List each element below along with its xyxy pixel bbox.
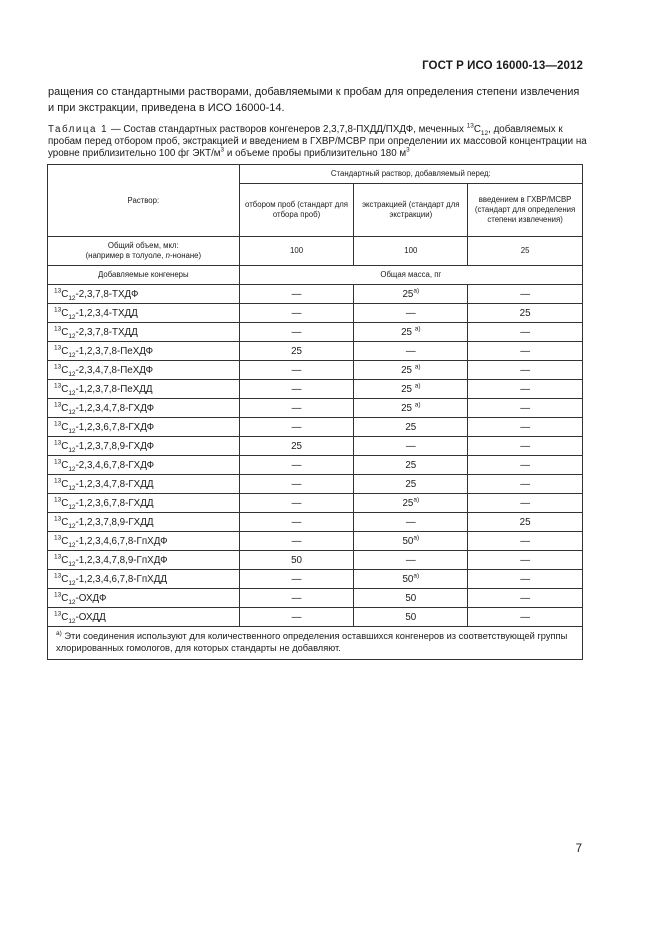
mass-extraction: 25 [401, 383, 415, 395]
congener-name [48, 304, 240, 323]
volume-extraction: 100 [354, 237, 468, 266]
footnote-ref: а) [414, 363, 421, 371]
table-row [48, 608, 583, 627]
isotope-sub: 12 [68, 408, 76, 416]
isotope-sup: 13 [54, 591, 62, 599]
table-row [48, 494, 583, 513]
mass-sampling: 25 [239, 342, 354, 361]
congener-label: -ОХДФ [75, 592, 107, 604]
isotope-element: C [61, 459, 69, 471]
volume-label-line2c: -нонане) [169, 251, 202, 260]
congener-label: -1,2,3,7,8,9-ГХДФ [75, 440, 155, 452]
table-row [48, 437, 583, 456]
congener-label: -1,2,3,4,7,8,9-ГпХДФ [75, 554, 168, 566]
isotope-element: C [61, 307, 69, 319]
solution-header: Раствор: [48, 165, 240, 237]
volume-injection: 25 [468, 237, 583, 266]
congener-name [48, 380, 240, 399]
isotope-element: C [61, 364, 69, 376]
congeners-label: Добавляемые конгенеры [48, 266, 240, 285]
mass-injection: — [468, 437, 583, 456]
table-row [48, 513, 583, 532]
mass-sampling: 50 [239, 551, 354, 570]
mass-sampling: — [239, 532, 354, 551]
mass-injection: — [468, 399, 583, 418]
mass-extraction: 50 [405, 611, 417, 623]
table-footnote [48, 627, 583, 660]
mass-sampling: — [239, 304, 354, 323]
footnote-row [48, 627, 583, 660]
intro-paragraph: ращения со стандартными растворами, добавляемыми к пробам для определения степени извлечения и при экстракции, приведена в ИСО 16000-14. [48, 86, 580, 114]
isotope-sub: 12 [68, 351, 76, 359]
congener-label: -1,2,3,4,6,7,8-ГпХДФ [75, 535, 168, 547]
footnote-ref: а) [413, 496, 420, 504]
table-row [48, 589, 583, 608]
mass-extraction-cell [354, 608, 468, 627]
mass-extraction: 25 [401, 402, 415, 414]
mass-injection: — [468, 380, 583, 399]
isotope-sub: 12 [68, 579, 76, 587]
congener-label: -1,2,3,4,7,8-ГХДД [75, 478, 154, 490]
caption-isotope-element: C [473, 124, 481, 135]
congener-label: -2,3,7,8-ТХДД [75, 326, 138, 338]
caption-exponent-1: 3 [220, 146, 225, 154]
volume-label-line2a: (например в толуоле, [85, 251, 166, 260]
isotope-sub: 12 [68, 617, 76, 625]
mass-extraction-cell [354, 342, 468, 361]
congener-name [48, 437, 240, 456]
congener-label: -1,2,3,7,8-ПеХДФ [75, 345, 154, 357]
isotope-sub: 12 [68, 503, 76, 511]
isotope-sub: 12 [68, 446, 76, 454]
mass-extraction-cell [354, 437, 468, 456]
congener-name [48, 418, 240, 437]
caption-isotope-sup: 13 [466, 122, 474, 130]
table-row [48, 304, 583, 323]
isotope-sub: 12 [68, 427, 76, 435]
isotope-sup: 13 [54, 610, 62, 618]
footnote-ref: а) [413, 572, 420, 580]
isotope-element: C [61, 421, 69, 433]
isotope-element: C [61, 288, 69, 300]
isotope-element: C [61, 497, 69, 509]
mass-extraction: 50 [402, 535, 414, 547]
table-row [48, 570, 583, 589]
congener-label: -2,3,4,7,8-ПеХДФ [75, 364, 154, 376]
mass-extraction: 25 [402, 288, 414, 300]
mass-extraction: — [405, 516, 416, 528]
congener-label: -1,2,3,7,8-ПеХДД [75, 383, 153, 395]
isotope-sup: 13 [54, 477, 62, 485]
mass-sampling: — [239, 361, 354, 380]
mass-extraction-cell [354, 285, 468, 304]
mass-extraction-cell [354, 418, 468, 437]
caption-text-1: — Состав стандартных растворов конгенеров 2,3,7,8-ПХДД/ПХДФ, меченных [108, 124, 467, 135]
mass-extraction-cell [354, 570, 468, 589]
isotope-element: C [61, 383, 69, 395]
congener-label: -1,2,3,4,7,8-ГХДФ [75, 402, 155, 414]
mass-injection: — [468, 494, 583, 513]
isotope-sup: 13 [54, 572, 62, 580]
footnote-ref: а) [413, 534, 420, 542]
mass-injection: — [468, 342, 583, 361]
isotope-sup: 13 [54, 515, 62, 523]
isotope-sup: 13 [54, 439, 62, 447]
isotope-element: C [61, 516, 69, 528]
isotope-sub: 12 [68, 598, 76, 606]
table-row [48, 380, 583, 399]
isotope-sup: 13 [54, 553, 62, 561]
table-row [48, 399, 583, 418]
congener-label: -1,2,3,7,8,9-ГХДД [75, 516, 154, 528]
mass-extraction-cell [354, 399, 468, 418]
isotope-sup: 13 [54, 325, 62, 333]
isotope-sup: 13 [54, 363, 62, 371]
isotope-sup: 13 [54, 420, 62, 428]
mass-sampling: — [239, 380, 354, 399]
mass-sampling: — [239, 285, 354, 304]
caption-exponent-2: 3 [406, 146, 410, 154]
document-code: ГОСТ Р ИСО 16000-13—2012 [422, 60, 583, 72]
isotope-sub: 12 [68, 465, 76, 473]
isotope-sup: 13 [54, 306, 62, 314]
mass-injection: — [468, 361, 583, 380]
volume-label-line2b: n [165, 251, 170, 260]
congener-label: -2,3,4,6,7,8-ГХДФ [75, 459, 155, 471]
congener-name [48, 399, 240, 418]
mass-extraction-cell [354, 304, 468, 323]
mass-extraction-cell [354, 532, 468, 551]
congener-name [48, 589, 240, 608]
mass-injection: — [468, 323, 583, 342]
mass-extraction-cell [354, 323, 468, 342]
table-row [48, 418, 583, 437]
mass-sampling: — [239, 494, 354, 513]
mass-label: Общая масса, пг [239, 266, 582, 285]
table-row [48, 361, 583, 380]
isotope-sub: 12 [68, 313, 76, 321]
mass-extraction: — [405, 554, 416, 566]
sub-header-sampling: отбором проб (стандарт для отбора проб) [239, 184, 354, 237]
mass-sampling: — [239, 418, 354, 437]
footnote-ref: а) [414, 401, 421, 409]
isotope-sub: 12 [68, 370, 76, 378]
caption-isotope-sub: 12 [480, 129, 489, 137]
mass-injection: — [468, 570, 583, 589]
mass-extraction: 25 [405, 459, 417, 471]
mass-extraction-cell [354, 494, 468, 513]
mass-sampling: — [239, 475, 354, 494]
group-header: Стандартный раствор, добавляемый перед: [239, 165, 582, 184]
footnote-text: Эти соединения используют для количественного определения оставшихся конгенеров из соответствующей группы хлорированных гомологов, для которых стандарты не добавляют. [56, 631, 568, 653]
isotope-sup: 13 [54, 287, 62, 295]
mass-sampling: 25 [239, 437, 354, 456]
congener-name [48, 361, 240, 380]
mass-extraction-cell [354, 513, 468, 532]
isotope-element: C [61, 535, 69, 547]
congener-name [48, 342, 240, 361]
caption-text-3: и объеме пробы приблизительно 180 м [224, 148, 407, 159]
isotope-sup: 13 [54, 458, 62, 466]
mass-injection: — [468, 608, 583, 627]
table-row [48, 285, 583, 304]
isotope-sub: 12 [68, 541, 76, 549]
mass-extraction-cell [354, 475, 468, 494]
footnote-ref: а) [413, 287, 420, 295]
congener-label: -1,2,3,4-ТХДД [75, 307, 138, 319]
table-row [48, 475, 583, 494]
mass-sampling: — [239, 570, 354, 589]
congener-name [48, 532, 240, 551]
sub-header-extraction: экстракцией (стандарт для экстракции) [354, 184, 468, 237]
mass-extraction: 25 [402, 497, 414, 509]
congener-label: -1,2,3,6,7,8-ГХДД [75, 497, 154, 509]
mass-sampling: — [239, 456, 354, 475]
isotope-element: C [61, 554, 69, 566]
congener-label: -ОХДД [75, 611, 106, 623]
isotope-element: C [61, 592, 69, 604]
sub-header-injection: введением в ГХВР/МСВР (стандарт для определения степени извлечения) [468, 184, 583, 237]
congener-name [48, 323, 240, 342]
congener-name [48, 475, 240, 494]
mass-extraction: 25 [401, 326, 415, 338]
congener-name [48, 456, 240, 475]
table-row [48, 342, 583, 361]
congener-name [48, 608, 240, 627]
isotope-sub: 12 [68, 389, 76, 397]
table-label: Таблица 1 [48, 124, 109, 135]
mass-sampling: — [239, 608, 354, 627]
mass-extraction: 25 [401, 364, 415, 376]
isotope-sup: 13 [54, 534, 62, 542]
mass-extraction-cell [354, 551, 468, 570]
isotope-sup: 13 [54, 344, 62, 352]
mass-injection: 25 [468, 304, 583, 323]
congener-name [48, 570, 240, 589]
table-row [48, 323, 583, 342]
mass-extraction-cell [354, 380, 468, 399]
isotope-sub: 12 [68, 484, 76, 492]
isotope-element: C [61, 478, 69, 490]
mass-extraction-cell [354, 456, 468, 475]
mass-injection: — [468, 551, 583, 570]
mass-extraction: — [405, 307, 416, 319]
volume-label [48, 237, 240, 266]
mass-extraction-cell [354, 361, 468, 380]
table-row [48, 551, 583, 570]
mass-extraction: 50 [405, 592, 417, 604]
isotope-sub: 12 [68, 294, 76, 302]
footnote-mark: а) [56, 629, 62, 637]
mass-sampling: — [239, 399, 354, 418]
mass-injection: — [468, 532, 583, 551]
congener-name [48, 551, 240, 570]
footnote-ref: а) [414, 325, 421, 333]
mass-extraction: — [405, 440, 416, 452]
table-row [48, 456, 583, 475]
volume-sampling: 100 [239, 237, 354, 266]
mass-injection: — [468, 456, 583, 475]
congener-name [48, 513, 240, 532]
congener-label: -1,2,3,6,7,8-ГХДФ [75, 421, 155, 433]
mass-injection: — [468, 418, 583, 437]
congener-name [48, 494, 240, 513]
mass-sampling: — [239, 513, 354, 532]
mass-injection: — [468, 589, 583, 608]
mass-extraction: 25 [405, 478, 417, 490]
isotope-sub: 12 [68, 560, 76, 568]
isotope-element: C [61, 440, 69, 452]
isotope-element: C [61, 326, 69, 338]
mass-extraction: 50 [402, 573, 414, 585]
mass-extraction-cell [354, 589, 468, 608]
standards-table [47, 164, 583, 660]
mass-injection: — [468, 475, 583, 494]
table-caption [48, 124, 588, 160]
page-number: 7 [575, 843, 582, 855]
mass-extraction: — [405, 345, 416, 357]
mass-sampling: — [239, 323, 354, 342]
table-row [48, 532, 583, 551]
isotope-sup: 13 [54, 401, 62, 409]
isotope-sub: 12 [68, 522, 76, 530]
isotope-sub: 12 [68, 332, 76, 340]
volume-label-line1: Общий объем, мкл: [107, 241, 179, 250]
mass-injection: 25 [468, 513, 583, 532]
mass-extraction: 25 [405, 421, 417, 433]
congener-label: -1,2,3,4,6,7,8-ГпХДД [75, 573, 167, 585]
isotope-sup: 13 [54, 382, 62, 390]
isotope-element: C [61, 345, 69, 357]
isotope-element: C [61, 402, 69, 414]
mass-injection: — [468, 285, 583, 304]
mass-sampling: — [239, 589, 354, 608]
isotope-sup: 13 [54, 496, 62, 504]
caption-text-2: , добавляемых к пробам перед отбором проб, экстракцией и введением в ГХВР/МСВР при определении их массовой концентрации на уровне приблизительно 100 фг ЭКТ/м [48, 124, 587, 159]
isotope-element: C [61, 573, 69, 585]
congener-name [48, 285, 240, 304]
congener-label: -2,3,7,8-ТХДФ [75, 288, 139, 300]
footnote-ref: а) [414, 382, 421, 390]
isotope-element: C [61, 611, 69, 623]
